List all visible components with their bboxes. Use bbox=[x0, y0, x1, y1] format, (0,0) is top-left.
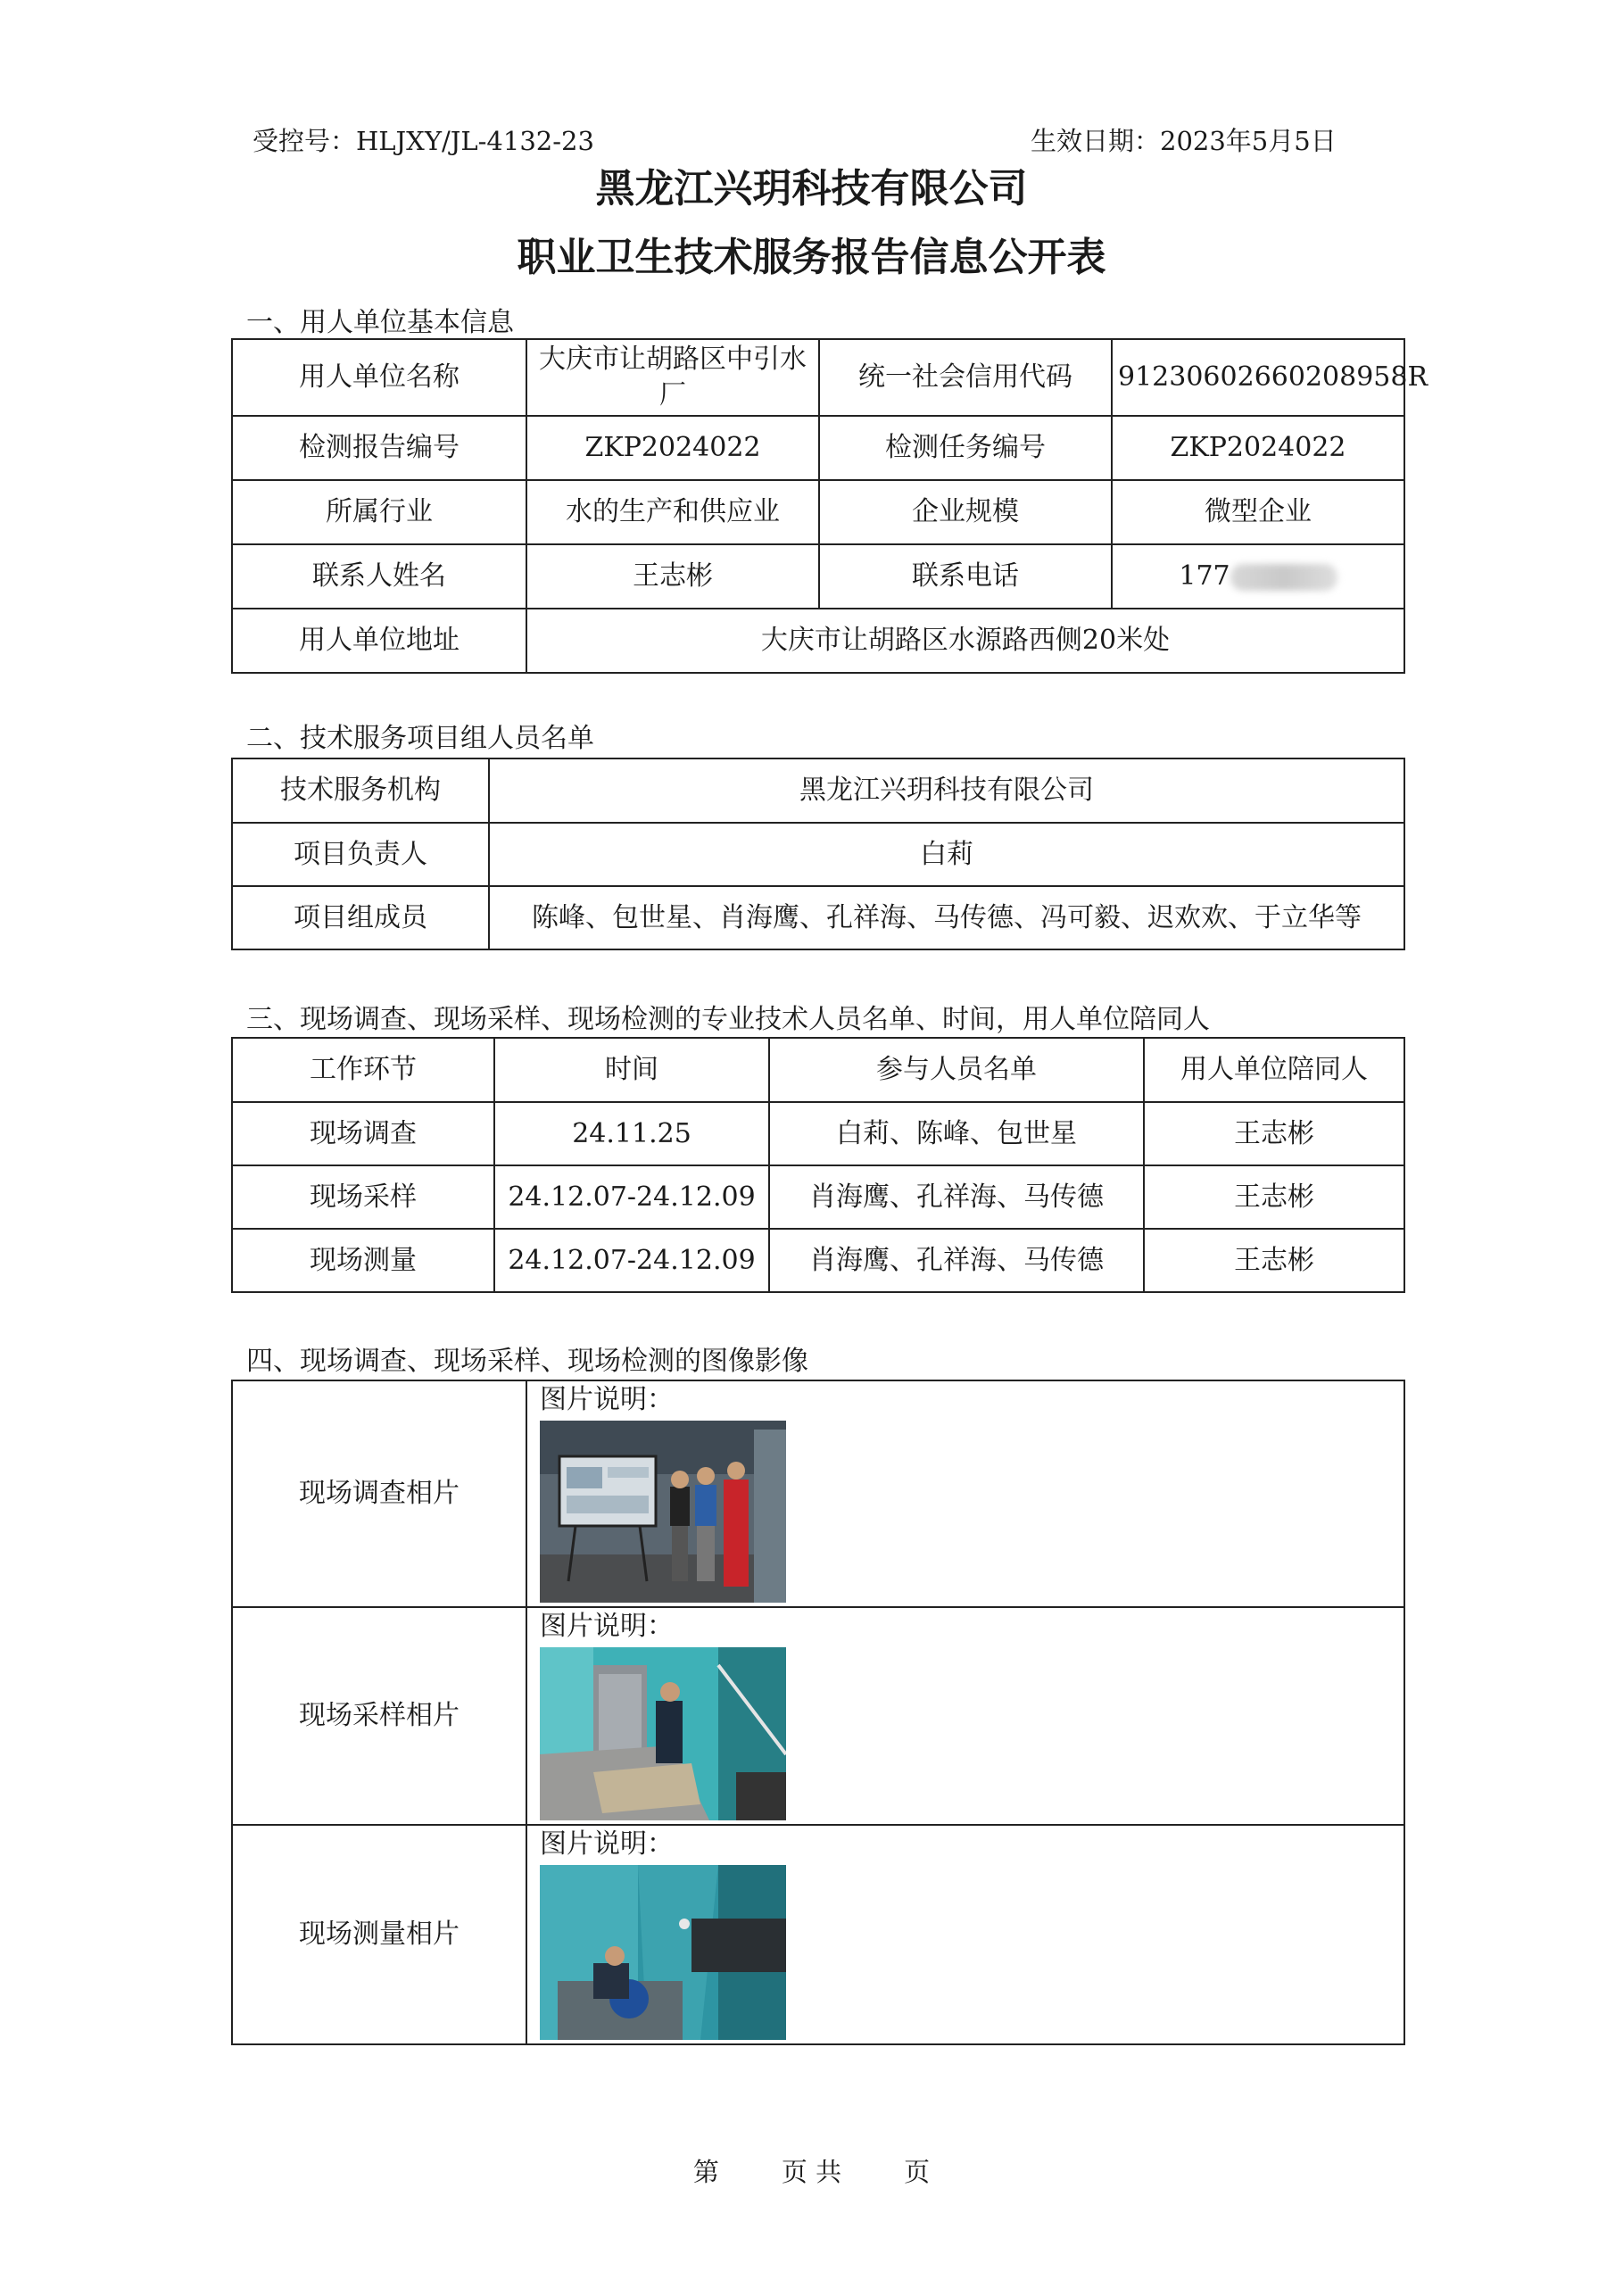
phone-visible-digits: 177 bbox=[1179, 560, 1230, 592]
table-row bbox=[232, 1102, 1404, 1165]
col-header-escort: 用人单位陪同人 bbox=[1144, 1038, 1404, 1102]
project-team-table bbox=[231, 758, 1405, 950]
address-label: 用人单位地址 bbox=[232, 609, 526, 673]
survey-photo bbox=[540, 1421, 786, 1603]
stage-cell: 现场调查 bbox=[232, 1102, 494, 1165]
photo-caption: 图片说明： bbox=[540, 1611, 674, 1642]
escort-cell: 王志彬 bbox=[1144, 1165, 1404, 1229]
table-row bbox=[232, 1229, 1404, 1292]
contact-name-label: 联系人姓名 bbox=[232, 544, 526, 609]
page-total-suffix: 页 bbox=[904, 2157, 931, 2187]
section2-heading: 二、技术服务项目组人员名单 bbox=[246, 723, 594, 754]
personnel-cell: 肖海鹰、孔祥海、马传德 bbox=[769, 1229, 1144, 1292]
stage-cell: 现场采样 bbox=[232, 1165, 494, 1229]
section3-heading: 三、现场调查、现场采样、现场检测的专业技术人员名单、时间，用人单位陪同人 bbox=[246, 1004, 1210, 1035]
service-org-label: 技术服务机构 bbox=[232, 758, 489, 823]
col-header-personnel: 参与人员名单 bbox=[769, 1038, 1144, 1102]
section1-heading: 一、用人单位基本信息 bbox=[246, 307, 514, 338]
form-title: 职业卫生技术服务报告信息公开表 bbox=[517, 235, 1106, 280]
employer-name-value: 大庆市让胡路区中引水厂 bbox=[526, 339, 819, 416]
table-row bbox=[232, 480, 1404, 544]
report-no-label: 检测报告编号 bbox=[232, 416, 526, 480]
table-row bbox=[232, 1380, 1404, 1607]
survey-photo-cell bbox=[526, 1380, 1404, 1607]
table-row bbox=[232, 416, 1404, 480]
personnel-cell: 肖海鹰、孔祥海、马传德 bbox=[769, 1165, 1144, 1229]
phone-redaction bbox=[1230, 564, 1337, 591]
col-header-time: 时间 bbox=[494, 1038, 769, 1102]
table-row bbox=[232, 886, 1404, 949]
contact-name-value: 王志彬 bbox=[526, 544, 819, 609]
photo-table bbox=[231, 1380, 1405, 2045]
team-members-label: 项目组成员 bbox=[232, 886, 489, 949]
field-work-table bbox=[231, 1037, 1405, 1293]
page-total-prefix: 页 共 bbox=[781, 2157, 842, 2187]
page-number-prefix: 第 bbox=[692, 2157, 719, 2187]
control-number: 受控号：HLJXY/JL-4132-23 bbox=[253, 126, 594, 156]
page-footer bbox=[0, 2152, 1623, 2189]
photo-caption: 图片说明： bbox=[540, 1384, 674, 1415]
measurement-photo-label: 现场测量相片 bbox=[232, 1825, 526, 2044]
credit-code-label: 统一社会信用代码 bbox=[819, 339, 1112, 416]
section4-heading: 四、现场调查、现场采样、现场检测的图像影像 bbox=[246, 1346, 808, 1377]
table-row bbox=[232, 609, 1404, 673]
service-org-value: 黑龙江兴玥科技有限公司 bbox=[489, 758, 1404, 823]
table-row bbox=[232, 758, 1404, 823]
scale-label: 企业规模 bbox=[819, 480, 1112, 544]
survey-photo-label: 现场调查相片 bbox=[232, 1380, 526, 1607]
time-cell: 24.12.07-24.12.09 bbox=[494, 1165, 769, 1229]
escort-cell: 王志彬 bbox=[1144, 1102, 1404, 1165]
address-value: 大庆市让胡路区水源路西侧20米处 bbox=[526, 609, 1404, 673]
table-row bbox=[232, 1165, 1404, 1229]
table-row bbox=[232, 1825, 1404, 2044]
stage-cell: 现场测量 bbox=[232, 1229, 494, 1292]
table-row bbox=[232, 544, 1404, 609]
industry-value: 水的生产和供应业 bbox=[526, 480, 819, 544]
escort-cell: 王志彬 bbox=[1144, 1229, 1404, 1292]
employer-name-label: 用人单位名称 bbox=[232, 339, 526, 416]
task-no-value: ZKP2024022 bbox=[1112, 416, 1404, 480]
scale-value: 微型企业 bbox=[1112, 480, 1404, 544]
table-row bbox=[232, 1607, 1404, 1825]
industry-label: 所属行业 bbox=[232, 480, 526, 544]
sampling-photo bbox=[540, 1647, 786, 1820]
project-lead-label: 项目负责人 bbox=[232, 823, 489, 886]
effective-date: 生效日期：2023年5月5日 bbox=[1031, 126, 1337, 156]
time-cell: 24.11.25 bbox=[494, 1102, 769, 1165]
col-header-stage: 工作环节 bbox=[232, 1038, 494, 1102]
phone-label: 联系电话 bbox=[819, 544, 1112, 609]
measurement-photo-cell bbox=[526, 1825, 1404, 2044]
team-members-value: 陈峰、包世星、肖海鹰、孔祥海、马传德、冯可毅、迟欢欢、于立华等 bbox=[489, 886, 1404, 949]
project-lead-value: 白莉 bbox=[489, 823, 1404, 886]
credit-code-value: 91230602660208958R bbox=[1112, 339, 1404, 416]
table-header-row bbox=[232, 1038, 1404, 1102]
company-title: 黑龙江兴玥科技有限公司 bbox=[595, 166, 1028, 211]
time-cell: 24.12.07-24.12.09 bbox=[494, 1229, 769, 1292]
basic-info-table bbox=[231, 338, 1428, 674]
photo-caption: 图片说明： bbox=[540, 1828, 674, 1860]
measurement-photo bbox=[540, 1865, 786, 2040]
sampling-photo-cell bbox=[526, 1607, 1404, 1825]
table-row bbox=[232, 823, 1404, 886]
personnel-cell: 白莉、陈峰、包世星 bbox=[769, 1102, 1144, 1165]
report-no-value: ZKP2024022 bbox=[526, 416, 819, 480]
table-row bbox=[232, 339, 1404, 416]
task-no-label: 检测任务编号 bbox=[819, 416, 1112, 480]
phone-value bbox=[1112, 544, 1404, 609]
sampling-photo-label: 现场采样相片 bbox=[232, 1607, 526, 1825]
